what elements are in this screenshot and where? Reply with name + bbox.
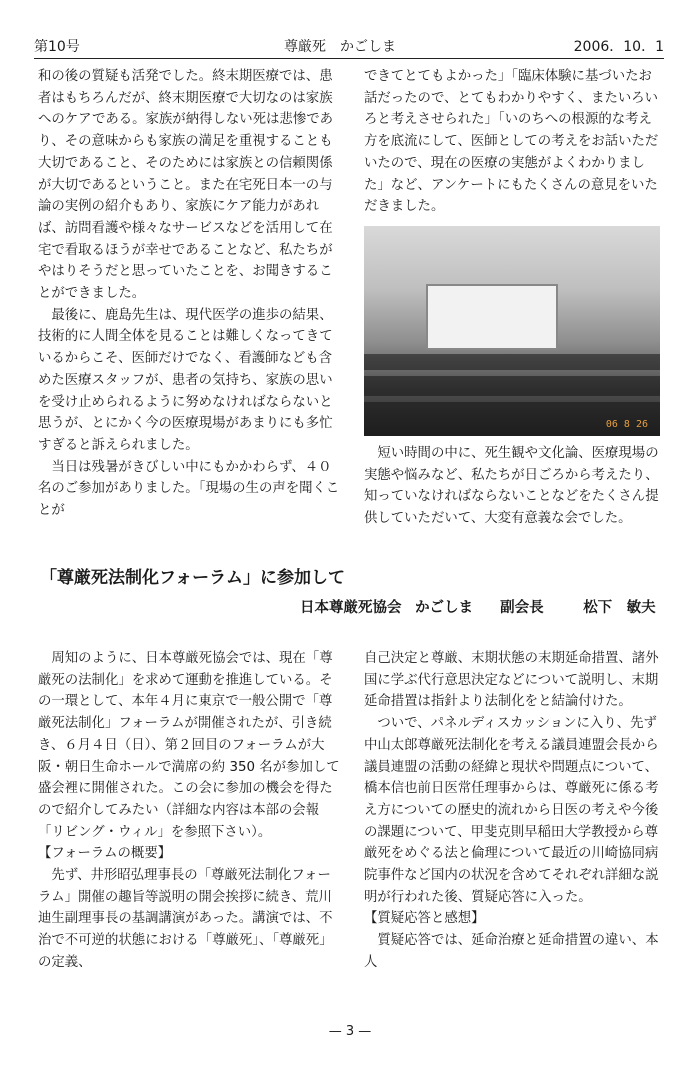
byline-branch: かごしま	[415, 600, 474, 616]
paragraph: ついで、パネルディスカッションに入り、先ず中山太郎尊厳死法制化を考える議員連盟会長から議員連盟の活動の経緯と現状や問題点について、橋本信也前日医常任理事からは、尊厳死に係る考え方についての歴史的流れから日医の考えや今後の課題について、甲斐克則早稲田大学教授から尊厳死をめぐる法と倫理について最近の川崎協同病院事件など国内の状況を含めてそれぞれ詳細な説明が行われた後、質疑応答に入った。	[364, 716, 659, 905]
newsletter-title: 尊厳死 かごしま	[284, 39, 396, 55]
bottom-left-column	[38, 648, 340, 974]
photo-date-stamp: 06 8 26	[605, 419, 648, 430]
issue-date: 2006．10．1	[573, 39, 664, 55]
photo-caption: 短い時間の中に、死生観や文化論、医療現場の実態や悩みなど、私たちが日ごろから考えたり、知っていなければならないことなどをたくさん提供していただいて、大変有意義な会でした。	[364, 446, 659, 527]
paragraph: 最後に、鹿島先生は、現代医学の進歩の結果、技術的に人間全体を見ることは難しくなってきているからこそ、医師だけでなく、看護師なども含めた医療スタッフが、患者の気持ち、家族の思いを受け止められるように努めなければならないと思うが、とにかく今の医療現場があまりにも多忙すぎると訴えられました。	[38, 307, 333, 453]
byline-role: 副会長	[500, 600, 544, 616]
page-header	[34, 38, 664, 59]
section-heading: 【フォーラムの概要】	[38, 846, 172, 862]
audience-row	[364, 376, 660, 396]
paragraph: 周知のように、日本尊厳死協会では、現在「尊厳死の法制化」を求めて運動を推進している。その一環として、本年４月に東京で一般公開で「尊厳死法制化」フォーラムが開催されたが、引き続き、６月４日（日）、第２回目のフォーラムが大阪・朝日生命ホールで満席の約 350 名が参加して盛会裡に開催された。この会に参加の機会を得たので紹介してみたい（詳細な内容は本部の会報「リビング・ウィル」を参照下さい）。	[38, 651, 340, 840]
top-right-column	[364, 66, 664, 218]
paragraph: 和の後の質疑も活発でした。終末期医療では、患者はもちろんだが、終末期医療で大切なのは家族へのケアである。家族が納得しない死は悲惨であり、その意味からも家族の満足を重視することも大切であること、そのためには家族との信頼関係が大切であるということ。また在宅死日本一の与論の実例の紹介もあり、家族にケア能力があれば、訪問看護や様々なサービスなどを活用して在宅で看取るほうが幸せであることなど、私たちがやはりそうだと思っていたことを、お聞きすることができました。	[38, 69, 333, 302]
lecture-photo	[364, 226, 660, 436]
byline-author: 松下 敏夫	[583, 600, 656, 616]
paragraph: 自己決定と尊厳、末期状態の末期延命措置、諸外国に学ぶ代行意思決定などについて説明し、末期延命措置は指針より法制化をと結論付けた。	[364, 651, 659, 710]
projection-screen	[426, 284, 558, 350]
byline	[300, 598, 660, 618]
section-heading: 【質疑応答と感想】	[364, 911, 485, 927]
paragraph: できてとてもよかった」「臨床体験に基づいたお話だったので、とてもわかりやすく、またいろいろと考えさせられた」「いのちへの根源的な考え方を底流にして、医師としての考えをお話いただいたので、現在の医療の実態がよくわかりました」など、アンケートにもたくさんの意見をいただきました。	[364, 69, 659, 215]
bottom-right-column	[364, 648, 664, 974]
paragraph: 質疑応答では、延命治療と延命措置の違い、本人	[364, 933, 659, 970]
byline-organization: 日本尊厳死協会	[300, 600, 402, 616]
top-left-column	[38, 66, 340, 522]
issue-number: 第10号	[34, 39, 80, 55]
paragraph: 先ず、井形昭弘理事長の「尊厳死法制化フォーラム」開催の趣旨等説明の開会挨拶に続き、荒川迪生副理事長の基調講演があった。講演では、不治で不可逆的状態における「尊厳死」、「尊厳死」の定義、	[38, 868, 333, 970]
paragraph: 当日は残暑がきびしい中にもかかわらず、４０名のご参加がありました。「現場の生の声を聞くことが	[38, 459, 340, 519]
audience-row	[364, 354, 660, 370]
article-title: 「尊厳死法制化フォーラム」に参加して	[40, 568, 345, 588]
page-number: — 3 —	[328, 1024, 372, 1039]
